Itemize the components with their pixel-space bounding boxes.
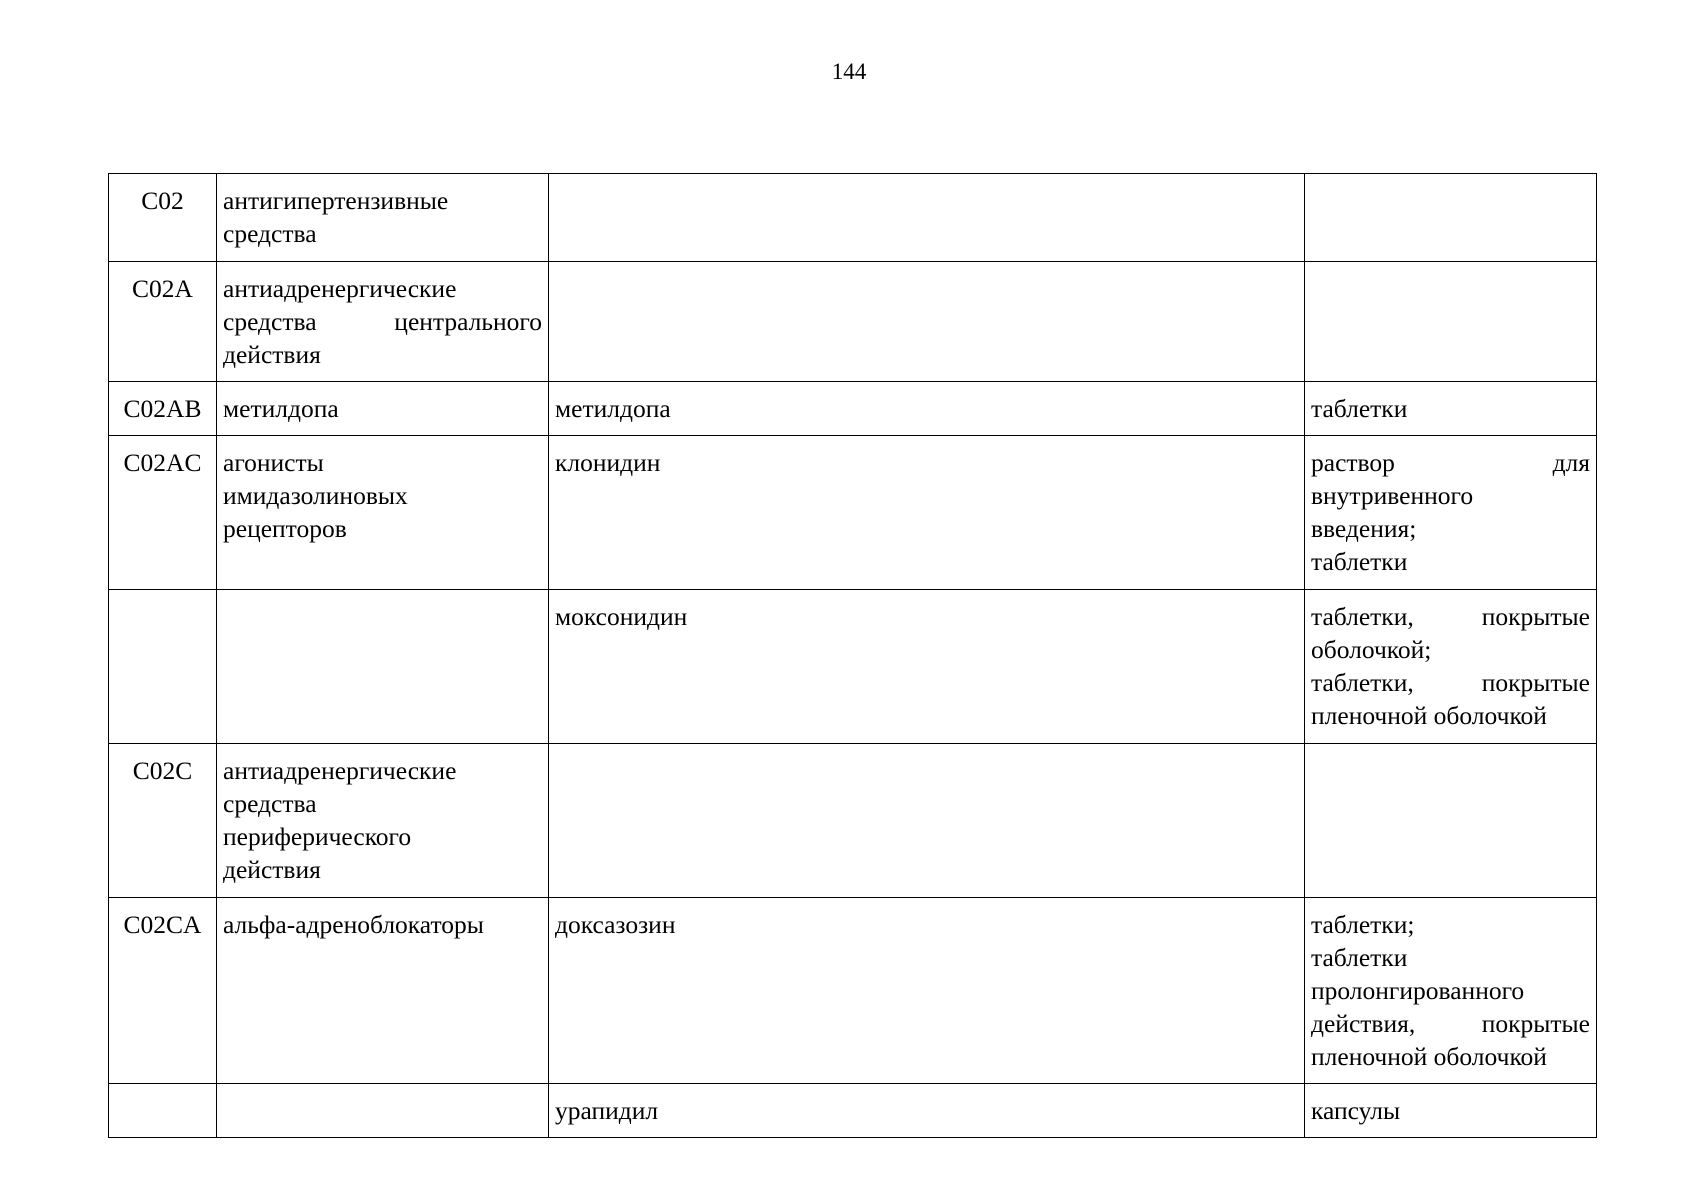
anatomical-therapeutic-group-cell bbox=[217, 382, 549, 436]
anatomical-therapeutic-group-cell bbox=[217, 262, 549, 382]
drug-table bbox=[108, 173, 1597, 1138]
page-number: 144 bbox=[831, 59, 867, 84]
group-text-line: средства bbox=[223, 219, 317, 248]
drug-name-cell: метилдопа bbox=[549, 382, 1305, 436]
dosage-form-line: внутривенного bbox=[1311, 481, 1474, 510]
dosage-form-line: таблетки, покрытые bbox=[1311, 668, 1590, 697]
dosage-form-line: таблетки; bbox=[1311, 910, 1415, 939]
group-text-line: антиадренергические bbox=[223, 756, 457, 785]
group-text-line: агонисты bbox=[223, 448, 324, 477]
group-text-line: действия bbox=[223, 340, 321, 369]
group-text-line: антигипертензивные bbox=[223, 186, 449, 215]
drug-name-cell: урапидил bbox=[549, 1084, 1305, 1138]
group-text-line: метилдопа bbox=[223, 394, 339, 423]
table-row bbox=[109, 1084, 1597, 1138]
table-row bbox=[109, 898, 1597, 1084]
group-text-line: средства bbox=[223, 789, 317, 818]
dosage-form-line: оболочкой; bbox=[1311, 635, 1432, 664]
dosage-form-cell bbox=[1305, 262, 1597, 382]
anatomical-therapeutic-group-cell bbox=[217, 590, 549, 744]
dosage-form-line: капсулы bbox=[1311, 1096, 1401, 1125]
group-text-line: антиадренергические bbox=[223, 274, 457, 303]
drug-name-cell bbox=[549, 174, 1305, 262]
anatomical-therapeutic-group-cell bbox=[217, 436, 549, 590]
anatomical-therapeutic-group-cell bbox=[217, 744, 549, 898]
group-text-line: действия bbox=[223, 855, 321, 884]
dosage-form-line: таблетки bbox=[1311, 394, 1408, 423]
group-text-line: рецепторов bbox=[223, 514, 347, 543]
atc-code-cell bbox=[109, 590, 217, 744]
anatomical-therapeutic-group-cell bbox=[217, 1084, 549, 1138]
atc-code-cell: C02AB bbox=[109, 382, 217, 436]
dosage-form-line: пролонгированного bbox=[1311, 976, 1525, 1005]
atc-code-cell: C02A bbox=[109, 262, 217, 382]
table-row bbox=[109, 590, 1597, 744]
drug-name-cell bbox=[549, 744, 1305, 898]
group-text-line: средства центрального bbox=[223, 307, 542, 336]
anatomical-therapeutic-group-cell bbox=[217, 174, 549, 262]
dosage-form-line: таблетки bbox=[1311, 547, 1408, 576]
group-text-line: альфа-адреноблокаторы bbox=[223, 910, 484, 939]
drug-name-cell: моксонидин bbox=[549, 590, 1305, 744]
dosage-form-line: пленочной оболочкой bbox=[1311, 1042, 1547, 1071]
drug-name-cell bbox=[549, 262, 1305, 382]
atc-code-cell: C02C bbox=[109, 744, 217, 898]
table-row bbox=[109, 436, 1597, 590]
dosage-form-cell bbox=[1305, 898, 1597, 1084]
atc-code-cell bbox=[109, 1084, 217, 1138]
group-text-line: периферического bbox=[223, 822, 412, 851]
table-body bbox=[109, 174, 1597, 1138]
dosage-form-line: действия, покрытые bbox=[1311, 1009, 1590, 1038]
table-row bbox=[109, 744, 1597, 898]
dosage-form-cell bbox=[1305, 174, 1597, 262]
table-row bbox=[109, 174, 1597, 262]
atc-code-cell: C02AC bbox=[109, 436, 217, 590]
anatomical-therapeutic-group-cell bbox=[217, 898, 549, 1084]
group-text-line: имидазолиновых bbox=[223, 481, 408, 510]
dosage-form-line: таблетки bbox=[1311, 943, 1408, 972]
table-row bbox=[109, 262, 1597, 382]
dosage-form-cell bbox=[1305, 744, 1597, 898]
dosage-form-line: раствор для bbox=[1311, 448, 1590, 477]
dosage-form-cell bbox=[1305, 382, 1597, 436]
dosage-form-line: введения; bbox=[1311, 514, 1417, 543]
drug-name-cell: доксазозин bbox=[549, 898, 1305, 1084]
dosage-form-line: таблетки, покрытые bbox=[1311, 602, 1590, 631]
table-row bbox=[109, 382, 1597, 436]
atc-code-cell: C02 bbox=[109, 174, 217, 262]
dosage-form-cell bbox=[1305, 1084, 1597, 1138]
dosage-form-cell bbox=[1305, 436, 1597, 590]
dosage-form-cell bbox=[1305, 590, 1597, 744]
drug-name-cell: клонидин bbox=[549, 436, 1305, 590]
atc-code-cell: C02CA bbox=[109, 898, 217, 1084]
dosage-form-line: пленочной оболочкой bbox=[1311, 701, 1547, 730]
